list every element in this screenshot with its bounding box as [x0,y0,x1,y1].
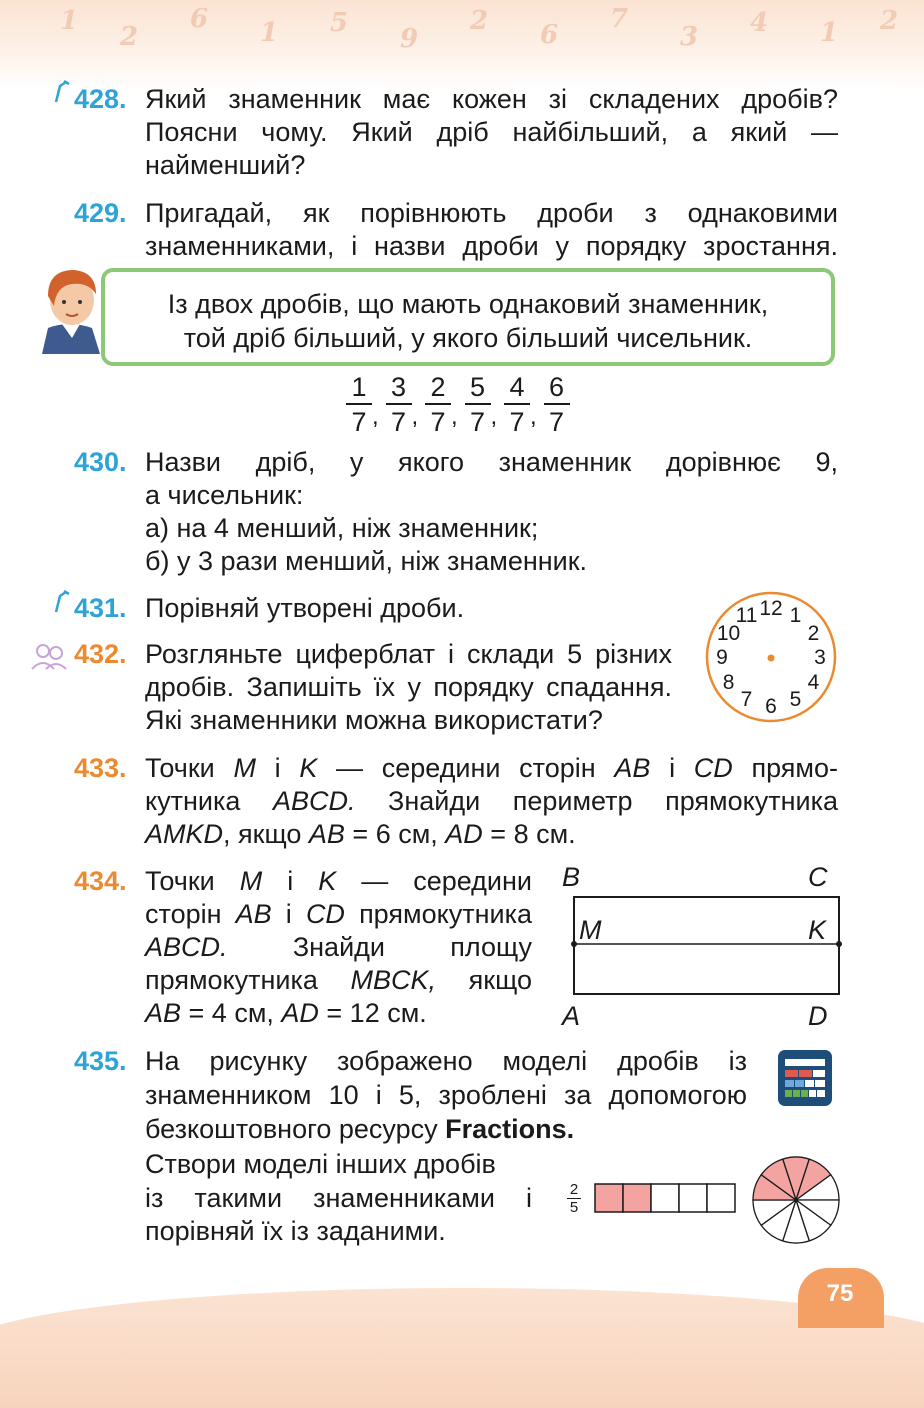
exercise-434-line-4: прямокутника MBCK, якщо [145,965,532,995]
fraction-denominator: 7 [390,407,407,437]
exercise-433-line-1: Точки M і K — середини сторін AB і CD прямо- [145,753,838,783]
bar-model-fraction [567,1182,581,1215]
fraction-numerator: 1 [351,372,367,402]
rule-line-1: Із двох дробів, що мають однаковий знаменник, [167,289,769,319]
exercise-429-line-1: Пригадай, як порівнюють дроби з однаковими [145,198,838,228]
exercise-430-number: 430. [74,447,127,477]
clock-number: 8 [722,670,735,694]
fraction [346,373,372,436]
exercise-432-line-3: Які знаменники можна використати? [145,705,603,735]
decor-digit: 6 [540,20,559,50]
exercise-428-line-1: Який знаменник має кожен зі складених дробів? [145,84,838,114]
exercise-428-line-2: Поясни чому. Який дріб найбільший, а який — [145,117,838,147]
fraction-numerator: 5 [469,372,486,402]
fraction-numerator: 4 [509,372,525,402]
exercise-434-line-5: AB = 4 см, AD = 12 см. [145,998,427,1028]
exercise-430-line-2: а чисельник: [145,480,304,510]
exercise-434-line-3: ABCD. Знайди площу [145,932,532,962]
pie-model-10 [750,1154,842,1246]
fraction-separator: , [451,403,458,430]
clock-number: 5 [789,688,802,712]
decor-digit: 9 [400,24,419,54]
fraction-separator: , [530,403,537,430]
decor-digit: 6 [190,4,209,34]
clock-center-dot [768,655,775,662]
fractions-app-icon[interactable] [777,1049,833,1107]
bar-model-numerator: 2 [569,1181,579,1198]
fraction [544,373,570,436]
bar-part-shaded [595,1184,623,1212]
exercise-430-line-3: а) на 4 менший, ніж знаменник; [145,513,539,543]
fraction-denominator: 7 [469,407,486,437]
rule-box [101,268,835,366]
label-K: K [808,915,827,945]
exercise-433-number: 433. [74,753,127,783]
bar-model-2-5 [594,1183,740,1215]
exercise-435-line-3: безкоштовного ресурсу Fractions. [145,1114,575,1144]
fraction-numerator: 3 [390,372,407,402]
decor-digit: 2 [470,6,489,36]
exercise-434-number: 434. [74,866,127,896]
decor-digit: 1 [820,18,839,48]
decor-digit: 7 [610,4,629,34]
pencil-icon [52,590,72,616]
decor-digit: 2 [880,6,899,36]
exercise-428-line-3: найменший? [145,150,306,180]
decor-digit: 1 [260,18,279,48]
exercise-432-line-1: Розгляньте циферблат і склади 5 різних [145,639,672,669]
clock-number: 11 [735,603,758,627]
label-B: B [562,862,581,892]
exercise-434-line-2: сторін AB і CD прямокутника [145,899,532,929]
fraction [504,373,530,436]
exercise-433-line-3: AMKD, якщо AB = 6 см, AD = 8 см. [145,819,576,849]
fraction [425,373,451,436]
bar-part [679,1184,707,1212]
decor-digit: 4 [750,8,769,38]
exercise-435-line-4: Створи моделі інших дробів [145,1149,496,1179]
footer-decor-band [0,1288,924,1408]
fraction-separator: , [411,403,419,430]
boy-illustration [34,262,104,354]
clock-number: 12 [759,597,783,620]
rectangle-abcd [568,893,846,1001]
exercise-428-number: 428. [74,84,127,114]
exercise-430-line-4: б) у 3 рази менший, ніж знаменник. [145,546,588,576]
label-A: A [562,1001,581,1031]
fraction-denominator: 7 [351,407,367,437]
bar-part [651,1184,679,1212]
bar-part [707,1184,735,1212]
exercise-431-line-1: Порівняй утворені дроби. [145,593,465,623]
bar-part-shaded [623,1184,651,1212]
fraction [465,373,491,436]
fraction [386,373,412,436]
clock-number: 9 [716,646,728,669]
exercise-435-line-2: знаменником 10 і 5, зроблені за допомогою [145,1080,747,1110]
fraction-denominator: 7 [548,407,565,437]
decor-digit: 2 [120,22,139,52]
fraction-numerator: 2 [430,372,446,402]
fraction-separator: , [490,403,498,430]
pencil-icon [52,80,72,106]
exercise-433-line-2: кутника ABCD. Знайди периметр прямокутника [145,786,838,816]
exercise-429-line-2: знаменниками, і назви дроби у порядку зростання. [145,231,838,261]
decor-digit: 3 [680,22,699,52]
exercise-431-number: 431. [74,593,127,623]
rule-line-2: той дріб більший, у якого більший чисельник. [183,323,753,353]
exercise-435-number: 435. [74,1046,127,1076]
exercise-432-line-2: дробів. Запишіть їх у порядку спадання. [145,672,672,702]
clock-number: 6 [765,695,777,718]
fraction-numerator: 6 [548,372,565,402]
pair-work-icon [30,641,68,671]
exercise-434-line-1: Точки M і K — середини [145,866,532,896]
exercise-435-line-6: порівняй їх із заданими. [145,1216,446,1246]
clock-number: 7 [740,688,753,712]
page-number: 75 [826,1280,854,1307]
fraction-separator: , [372,403,379,430]
exercise-435-line-5: із такими знаменниками і [145,1183,532,1213]
label-D: D [808,1001,828,1031]
decor-digit: 1 [60,6,79,36]
clock-number: 10 [716,621,741,645]
label-C: C [808,862,828,892]
label-M: M [579,915,602,945]
bar-model-denominator: 5 [569,1199,579,1216]
clock-number: 3 [814,646,826,669]
clock-number: 4 [807,670,820,694]
header-decor-band [0,0,924,90]
fraction-denominator: 7 [430,407,446,437]
decor-digit: 5 [330,8,349,38]
clock-number: 1 [789,603,802,627]
exercise-430-line-1: Назви дріб, у якого знаменник дорівнює 9, [145,447,838,477]
clock-number: 2 [807,621,820,645]
fraction-denominator: 7 [509,407,525,437]
exercise-435-line-1: На рисунку зображено моделі дробів із [145,1046,747,1076]
exercise-429-number: 429. [74,198,127,228]
exercise-432-number: 432. [74,639,127,669]
